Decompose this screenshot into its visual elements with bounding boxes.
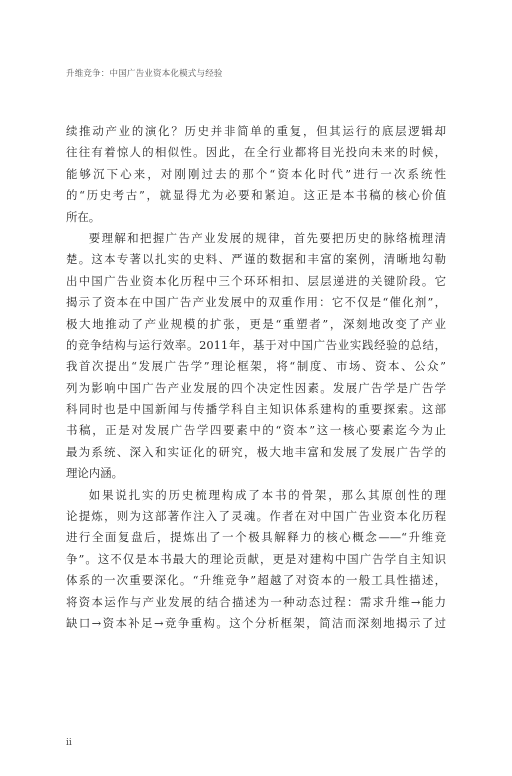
running-header: 升维竞争：中国广告业资本化模式与经验 <box>66 69 223 79</box>
text-line: 科同时也是中国新闻与传播学科自主知识体系建构的重要探索。这部 <box>66 402 446 417</box>
text-line: 我首次提出“发展广告学”理论框架，将“制度、市场、资本、公众” <box>66 359 446 374</box>
text-line: 进行全面复盘后，提炼出了一个极具解释力的核心概念——“升维竞 <box>66 530 446 545</box>
text-line: 出中国广告业资本化历程中三个环环相扣、层层递进的关键阶段。它 <box>66 273 446 288</box>
body-text <box>66 121 446 634</box>
text-line: 体系的一次重要深化。“升维竞争”超越了对资本的一般工具性描述， <box>66 573 446 588</box>
text-line: 书稿，正是对发展广告学四要素中的“资本”这一核心要素迄今为止 <box>66 423 446 438</box>
text-line: 将资本运作与产业发展的结合描述为一种动态过程：需求升维→能力 <box>66 594 446 609</box>
text-line: 的“历史考古”，就显得尤为必要和紧迫。这正是本书稿的核心价值 <box>66 188 446 203</box>
text-line: 争”。这不仅是本书最大的理论贡献，更是对建构中国广告学自主知识 <box>66 551 446 566</box>
text-line: 要理解和把握广告产业发展的规律，首先要把历史的脉络梳理清 <box>88 230 446 245</box>
text-line: 极大地推动了产业规模的扩张，更是“重塑者”，深刻地改变了产业 <box>66 316 446 331</box>
text-line: 论提炼，则为这部著作注入了灵魂。作者在对中国广告业资本化历程 <box>66 509 446 524</box>
text-line: 的竞争结构与运行效率。2011年，基于对中国广告业实践经验的总结， <box>66 337 446 352</box>
page-number: ii <box>66 738 72 748</box>
text-line: 缺口→资本补足→竞争重构。这个分析框架，简洁而深刻地揭示了过 <box>66 615 446 630</box>
text-line: 楚。这本专著以扎实的史料、严谨的数据和丰富的案例，清晰地勾勒 <box>66 252 446 267</box>
text-line: 列为影响中国广告产业发展的四个决定性因素。发展广告学是广告学 <box>66 380 446 395</box>
text-line: 揭示了资本在中国广告产业发展中的双重作用：它不仅是“催化剂”， <box>66 295 446 310</box>
text-line: 最为系统、深入和实证化的研究，极大地丰富和发展了发展广告学的 <box>66 444 446 459</box>
text-line: 往往有着惊人的相似性。因此，在全行业都将目光投向未来的时候， <box>66 145 446 160</box>
text-line: 理论内涵。 <box>66 466 123 481</box>
text-line: 所在。 <box>66 209 101 224</box>
text-line: 续推动产业的演化？历史并非简单的重复，但其运行的底层逻辑却 <box>66 124 446 138</box>
text-line: 如果说扎实的历史梳理构成了本书的骨架，那么其原创性的理 <box>88 487 446 502</box>
text-line: 能够沉下心来，对刚刚过去的那个“资本化时代”进行一次系统性 <box>66 166 446 181</box>
